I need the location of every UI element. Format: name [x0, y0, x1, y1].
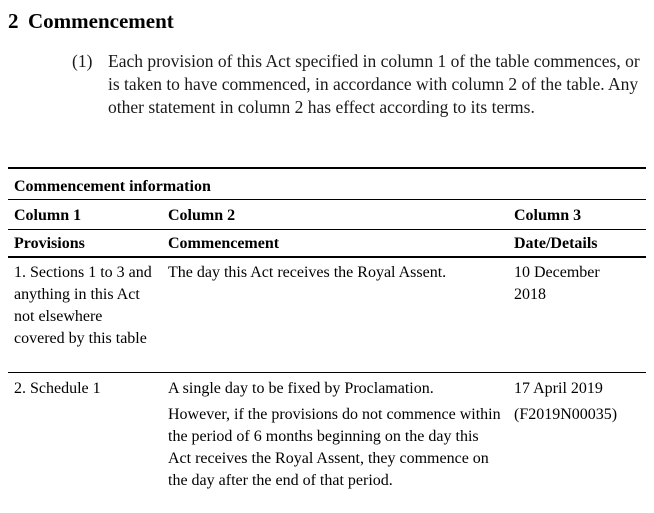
subsection-text: Each provision of this Act specified in column 1 of the table commences, or is taken to have commenced, in accordance with column 2 of the table. Any other statement in column 2 has effect according to its terms. — [108, 51, 640, 117]
section-title: Commencement — [28, 9, 174, 33]
column-number-3: Column 3 — [514, 207, 582, 224]
row-2-commencement-2: However, if the provisions do not commence within the period of 6 months beginning on the day this Act receives the Royal Assent, they commence on the day after the end of that period. — [168, 406, 501, 489]
subsection-marker: (1) — [72, 51, 93, 71]
subsection-paragraph — [72, 50, 642, 119]
header-rule — [8, 256, 646, 258]
row-2-provisions: 2. Schedule 1 — [14, 380, 101, 397]
row-1-rule — [8, 372, 646, 373]
column-heading-commencement: Commencement — [168, 235, 280, 252]
row-2-details-date: 17 April 2019 — [514, 380, 603, 397]
column-number-1: Column 1 — [14, 207, 82, 224]
table-top-rule — [8, 167, 646, 169]
column-number-2: Column 2 — [168, 207, 236, 224]
section-heading — [8, 8, 174, 34]
section-number: 2 — [8, 9, 19, 33]
table-caption: Commencement information — [14, 178, 211, 195]
column-heading-details: Date/Details — [514, 235, 598, 252]
row-1-provisions: 1. Sections 1 to 3 and anything in this Act not elsewhere covered by this table — [14, 264, 152, 347]
row-2-commencement-1: A single day to be fixed by Proclamation. — [168, 380, 434, 397]
caption-rule — [8, 199, 646, 200]
row-1-commencement: The day this Act receives the Royal Assent. — [168, 264, 447, 281]
row-1-details: 10 December 2018 — [514, 264, 600, 303]
row-2-details-reference: (F2019N00035) — [514, 406, 618, 423]
column-number-rule — [8, 229, 646, 230]
column-heading-provisions: Provisions — [14, 235, 85, 252]
